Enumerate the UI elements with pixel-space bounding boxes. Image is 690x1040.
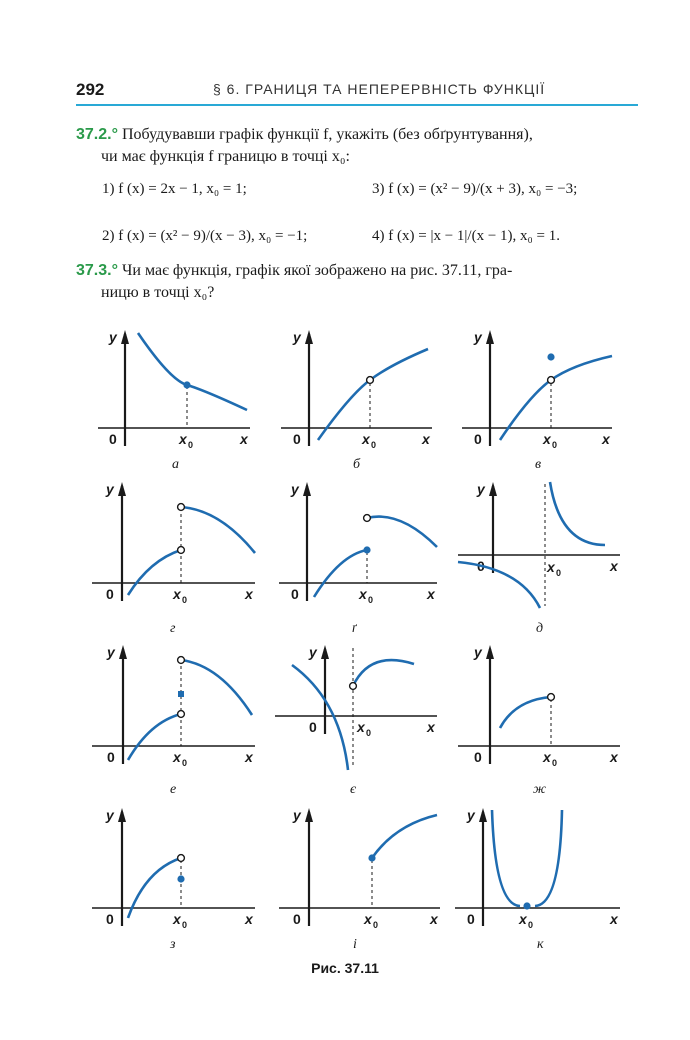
function-curve — [550, 482, 605, 545]
y-axis-arrow — [489, 482, 497, 496]
x-axis-label: x — [245, 911, 253, 927]
x-axis-label: x — [610, 911, 618, 927]
hollow-point — [178, 711, 185, 718]
y-axis-label: y — [109, 329, 117, 345]
x0-subscript: 0 — [366, 728, 372, 738]
function-curve — [353, 660, 414, 686]
filled-point — [523, 902, 530, 909]
hollow-point — [364, 515, 371, 522]
x-axis-label: x — [240, 431, 248, 447]
x0-label: x — [519, 911, 527, 927]
y-axis-arrow — [118, 808, 126, 822]
problem-number: 37.3.° — [76, 262, 118, 279]
filled-point — [178, 691, 184, 697]
y-axis-arrow — [321, 645, 329, 659]
problem-item-3: 3) f (x) = (x² − 9)/(x + 3), x₀ = −3; — [372, 181, 578, 197]
panel-label-5: д — [536, 621, 544, 636]
x0-subscript: 0 — [188, 440, 194, 450]
hollow-point — [548, 377, 555, 384]
function-curve — [500, 697, 551, 728]
y-axis-label: y — [467, 807, 475, 823]
x0-label: x — [543, 749, 551, 765]
y-axis-arrow — [303, 482, 311, 496]
problem-item-4: 4) f (x) = |x − 1|/(x − 1), x₀ = 1. — [372, 228, 560, 244]
figure-caption: Рис. 37.11 — [311, 960, 379, 976]
function-curve — [181, 507, 255, 553]
origin-label: 0 — [109, 431, 117, 447]
x-axis-label: x — [427, 586, 435, 602]
x0-subscript: 0 — [371, 440, 377, 450]
origin-label: 0 — [293, 911, 301, 927]
panel-label-9: з — [170, 937, 176, 952]
origin-label: 0 — [106, 911, 114, 927]
function-curve — [318, 349, 428, 440]
y-axis-label: y — [474, 329, 482, 345]
origin-label: 0 — [467, 911, 475, 927]
function-curve — [292, 665, 348, 770]
x0-subscript: 0 — [528, 920, 534, 930]
x0-label: x — [362, 431, 370, 447]
panel-label-4: ґ — [352, 621, 357, 636]
panel-label-1: б — [353, 457, 361, 472]
y-axis-label: y — [309, 644, 317, 660]
problem-text-line2: ницю в точці x₀? — [101, 284, 215, 301]
filled-point — [547, 353, 554, 360]
x-axis-label: x — [245, 586, 253, 602]
x-axis-label: x — [422, 431, 430, 447]
x0-label: x — [547, 559, 555, 575]
x0-label: x — [179, 431, 187, 447]
problem-number: 37.2.° — [76, 126, 118, 143]
function-curve — [458, 562, 540, 608]
x-axis-label: x — [610, 558, 618, 574]
function-curve — [492, 810, 520, 906]
y-axis-arrow — [305, 330, 313, 344]
y-axis-arrow — [305, 808, 313, 822]
x0-subscript: 0 — [368, 595, 374, 605]
problem-item-1: 1) f (x) = 2x − 1, x₀ = 1; — [102, 181, 247, 197]
problem-item-2: 2) f (x) = (x² − 9)/(x − 3), x₀ = −1; — [102, 228, 308, 244]
y-axis-label: y — [474, 644, 482, 660]
x0-label: x — [543, 431, 551, 447]
panel-label-2: в — [535, 457, 542, 472]
problem-text-line1: Чи має функція, графік якої зображено на рис. 37.11, гра- — [121, 262, 513, 279]
filled-point — [363, 546, 370, 553]
y-axis-label: y — [107, 644, 115, 660]
panel-label-7: є — [350, 782, 357, 797]
y-axis-label: y — [477, 481, 485, 497]
x-axis-label: x — [602, 431, 610, 447]
origin-label: 0 — [291, 586, 299, 602]
panel-label-0: а — [172, 457, 179, 472]
origin-label: 0 — [309, 719, 317, 735]
function-curve — [128, 858, 181, 918]
origin-label: 0 — [474, 431, 482, 447]
hollow-point — [367, 377, 374, 384]
y-axis-label: y — [106, 481, 114, 497]
x-axis-label: x — [245, 749, 253, 765]
x0-subscript: 0 — [182, 758, 188, 768]
x0-label: x — [173, 586, 181, 602]
origin-label: 0 — [293, 431, 301, 447]
x0-label: x — [364, 911, 372, 927]
problem-text-line2: чи має функція f границю в точці x₀: — [101, 148, 350, 165]
x0-subscript: 0 — [552, 758, 558, 768]
y-axis-label: y — [293, 807, 301, 823]
function-curve — [138, 333, 247, 410]
x0-label: x — [357, 719, 365, 735]
origin-label: 0 — [106, 586, 114, 602]
y-axis-arrow — [486, 330, 494, 344]
origin-label: 0 — [474, 749, 482, 765]
panel-label-8: ж — [533, 782, 547, 797]
hollow-point — [178, 855, 185, 862]
y-axis-label: y — [106, 807, 114, 823]
panel-label-6: е — [170, 782, 177, 797]
panel-label-10: і — [353, 937, 357, 952]
hollow-point — [178, 504, 185, 511]
section-title: § 6. ГРАНИЦЯ ТА НЕПЕРЕРВНІСТЬ ФУНКЦІЇ — [213, 81, 546, 97]
x0-label: x — [173, 749, 181, 765]
panel-label-3: г — [170, 621, 176, 636]
x-axis-label: x — [427, 719, 435, 735]
origin-label: 0 — [477, 558, 485, 574]
function-curve — [372, 815, 437, 858]
hollow-point — [548, 694, 555, 701]
x0-subscript: 0 — [182, 920, 188, 930]
x-axis-label: x — [610, 749, 618, 765]
panel-label-11: к — [537, 937, 544, 952]
y-axis-label: y — [293, 329, 301, 345]
hollow-point — [178, 547, 185, 554]
y-axis-arrow — [479, 808, 487, 822]
y-axis-arrow — [119, 645, 127, 659]
hollow-point — [178, 657, 185, 664]
function-curve — [181, 660, 252, 715]
x0-label: x — [173, 911, 181, 927]
origin-label: 0 — [107, 749, 115, 765]
hollow-point — [350, 683, 357, 690]
y-axis-arrow — [121, 330, 129, 344]
function-curve — [367, 517, 437, 547]
x0-subscript: 0 — [556, 568, 562, 578]
page-number: 292 — [76, 80, 105, 99]
filled-point — [177, 875, 184, 882]
function-curve — [535, 810, 562, 906]
problem-text-line1: Побудувавши графік функції f, укажіть (без обґрунтування), — [121, 126, 533, 143]
y-axis-arrow — [118, 482, 126, 496]
y-axis-label: y — [291, 481, 299, 497]
x0-subscript: 0 — [373, 920, 379, 930]
filled-point — [368, 854, 375, 861]
x0-label: x — [359, 586, 367, 602]
x-axis-label: x — [430, 911, 438, 927]
x0-subscript: 0 — [182, 595, 188, 605]
y-axis-arrow — [486, 645, 494, 659]
filled-point — [183, 381, 190, 388]
x0-subscript: 0 — [552, 440, 558, 450]
